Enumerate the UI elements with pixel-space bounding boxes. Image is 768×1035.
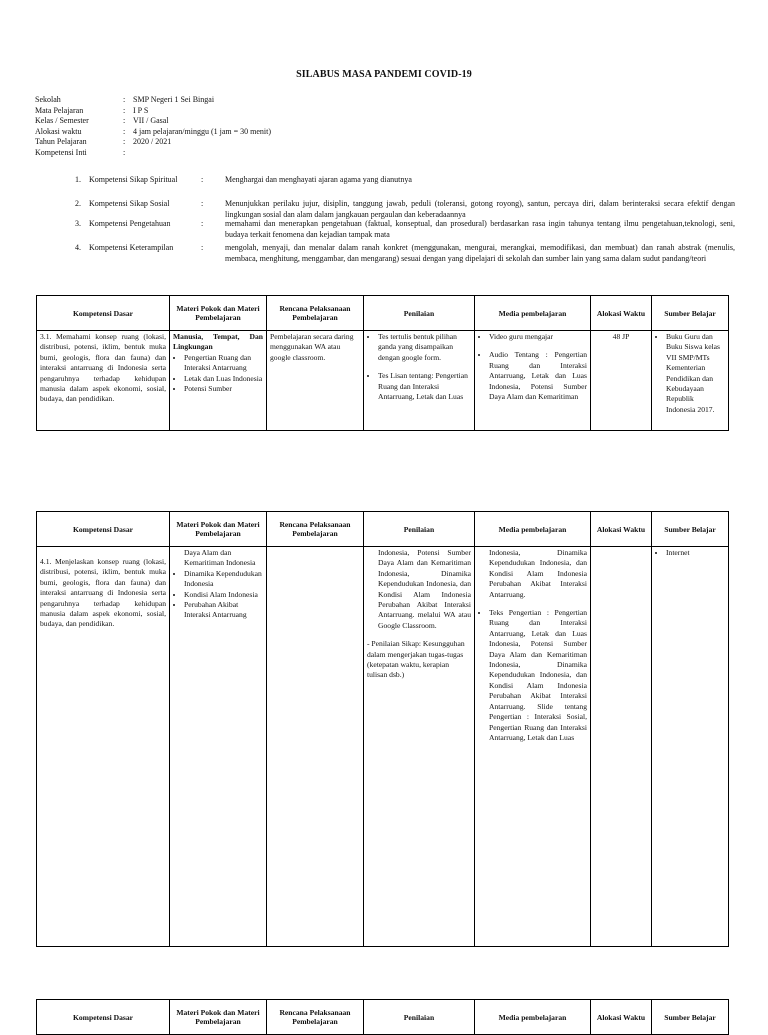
info-value: VII / Gasal xyxy=(133,116,169,126)
list-item: • Pengertian Ruang dan Interaksi Antarruang xyxy=(184,353,263,374)
penilaian-cell xyxy=(364,547,475,947)
header-materi: Materi Pokok dan Materi Pembelajaran xyxy=(170,1000,267,1035)
sumber-cell xyxy=(652,331,729,431)
ki-colon: : xyxy=(201,243,204,252)
alokasi-cell xyxy=(591,547,652,947)
ki-colon: : xyxy=(201,175,204,184)
table-row xyxy=(37,547,729,947)
ki-item xyxy=(75,243,735,265)
media-cell xyxy=(475,547,591,947)
header-sumber: Sumber Belajar xyxy=(652,296,729,331)
ki-number: 4. xyxy=(75,243,81,252)
materi-cell xyxy=(170,331,267,431)
header-sumber: Sumber Belajar xyxy=(652,1000,729,1035)
rencana-cell xyxy=(267,547,364,947)
ki-item xyxy=(75,219,735,243)
info-value: 2020 / 2021 xyxy=(133,137,172,147)
syllabus-table-3 xyxy=(36,999,729,1035)
info-colon: : xyxy=(123,137,126,147)
info-row xyxy=(35,137,271,148)
info-row xyxy=(35,148,271,159)
rencana-cell: Pembelajaran secara daring menggunakan WA atau google classroom. xyxy=(267,331,364,431)
ki-name: Kompetensi Sikap Spiritual xyxy=(89,175,178,184)
info-label: Sekolah xyxy=(35,95,61,104)
ki-description: Menghargai dan menghayati ajaran agama yang dianutnya xyxy=(225,175,412,184)
info-colon: : xyxy=(123,105,126,115)
school-info xyxy=(35,95,271,159)
info-colon: : xyxy=(123,126,126,136)
ki-item xyxy=(75,199,735,219)
header-rencana: Rencana Pelaksanaan Pembelajaran xyxy=(267,296,364,331)
sumber-list xyxy=(655,332,725,415)
header-penilaian: Penilaian xyxy=(364,296,475,331)
penilaian-sikap: - Penilaian Sikap: Kesungguhan dalam mengerjakan tugas-tugas (ketepatan waktu, kerapian tulisan dsb.) xyxy=(367,639,465,680)
info-value: SMP Negeri 1 Sei Bingai xyxy=(133,95,215,104)
materi-continued: Daya Alam dan Kemaritiman Indonesia xyxy=(184,548,256,568)
header-penilaian: Penilaian xyxy=(364,512,475,547)
sumber-cell xyxy=(652,547,729,947)
media-cell xyxy=(475,331,591,431)
info-row xyxy=(35,95,271,106)
info-row xyxy=(35,106,271,117)
sumber-list xyxy=(655,548,725,558)
kd-text: 4.1. Menjelaskan konsep ruang (lokasi, distribusi, potensi, iklim, bentuk muka bumi, geologis, flora dan fauna) dan interaksi antarruang di Indonesia serta pengaruhnya terhadap kehidupan manusia dalam aspek ekonomi, sosial, budaya, dan pendidikan. xyxy=(40,557,166,629)
list-item: • Buku Guru dan Buku Siswa kelas VII SMP/MTs Kementerian Pendidikan dan Kebudayaan Republik Indonesia 2017. xyxy=(666,332,725,415)
list-item: • Teks Pengertian : Pengertian Ruang dan Interaksi Antarruang, Letak dan Luas Indonesia, Potensi Sumber Daya Alam dan Kemaritiman Indonesia, Dinamika Kependudukan Indonesia, dan Kondisi Alam Indonesia Perubahan Akibat Interaksi Antarruang. Slide tentang Pengertian : Interaksi Sosial, Pengertian Ruang dan Interaksi Antarruang, Letak dan Luas xyxy=(489,608,587,743)
kd-cell: 3.1. Memahami konsep ruang (lokasi, distribusi, potensi, iklim, bentuk muka bumi, geologis, flora dan fauna) dan interaksi antarruang di Indonesia serta pengaruhnya terhadap kehidupan manusia dalam aspek ekonomi, sosial, budaya, dan pendidikan. xyxy=(37,331,170,431)
header-media: Media pembelajaran xyxy=(475,1000,591,1035)
kd-cell xyxy=(37,547,170,947)
info-label: Kompetensi Inti xyxy=(35,147,87,157)
header-rencana: Rencana Pelaksanaan Pembelajaran xyxy=(267,1000,364,1035)
list-item: • Perubahan Akibat Interaksi Antarruang xyxy=(184,600,263,621)
ki-description: mengolah, menyaji, dan menalar dalam ranah konkret (menggunakan, mengurai, merangkai, memodifikasi, dan membuat) dan ranah abstrak (menulis, membaca, menghitung, menggambar, dan mengarang) sesuai dengan yang dipelajari di sekolah dan sumber lain yang sama dalam sudut pandang/teori xyxy=(225,243,735,263)
materi-list xyxy=(173,353,263,395)
ki-colon: : xyxy=(201,219,204,228)
header-media: Media pembelajaran xyxy=(475,296,591,331)
list-item: • Audio Tentang : Pengertian Ruang dan Interaksi Antarruang, Letak dan Luas Indonesia, Potensi Sumber Daya Alam dan Kemaritiman xyxy=(489,350,587,402)
info-label: Kelas / Semester xyxy=(35,116,89,126)
document-title: SILABUS MASA PANDEMI COVID-19 xyxy=(296,69,472,80)
header-rencana: Rencana Pelaksanaan Pembelajaran xyxy=(267,512,364,547)
syllabus-table-2 xyxy=(36,511,729,947)
ki-colon: : xyxy=(201,199,204,208)
penilaian-list xyxy=(367,332,471,402)
materi-cell xyxy=(170,547,267,947)
list-item: • Internet xyxy=(666,548,725,558)
media-continued: Indonesia, Dinamika Kependudukan Indonesia, dan Kondisi Alam Indonesia Perubahan Akibat Interaksi Antarruang. xyxy=(489,548,587,599)
ki-name: Kompetensi Sikap Sosial xyxy=(89,199,170,208)
header-materi: Materi Pokok dan Materi Pembelajaran xyxy=(170,296,267,331)
ki-number: 2. xyxy=(75,199,81,208)
kompetensi-inti-list xyxy=(75,175,735,265)
list-item: • Letak dan Luas Indonesia xyxy=(184,374,263,384)
header-kd: Kompetensi Dasar xyxy=(37,512,170,547)
syllabus-table-1 xyxy=(36,295,729,431)
info-row xyxy=(35,116,271,127)
info-colon: : xyxy=(123,95,126,104)
ki-description: memahami dan menerapkan pengetahuan (faktual, konseptual, dan prosedural) berdasarkan rasa ingin tahunya tentang ilmu pengetahuan,teknologi, seni, budaya terkait fenomena dan kejadian tampak mata xyxy=(225,219,735,239)
materi-list xyxy=(173,569,263,621)
table-header-row xyxy=(37,296,729,331)
header-media: Media pembelajaran xyxy=(475,512,591,547)
list-item: • Tes tertulis bentuk pilihan ganda yang disampaikan dengan google form. xyxy=(378,332,471,363)
media-list xyxy=(478,332,587,402)
header-kd: Kompetensi Dasar xyxy=(37,296,170,331)
header-penilaian: Penilaian xyxy=(364,1000,475,1035)
header-kd: Kompetensi Dasar xyxy=(37,1000,170,1035)
penilaian-cell xyxy=(364,331,475,431)
spacer xyxy=(40,548,166,557)
info-label: Mata Pelajaran xyxy=(35,105,84,115)
header-sumber: Sumber Belajar xyxy=(652,512,729,547)
ki-name: Kompetensi Pengetahuan xyxy=(89,219,171,228)
media-list xyxy=(478,608,587,743)
header-alokasi: Alokasi Waktu xyxy=(591,1000,652,1035)
header-alokasi: Alokasi Waktu xyxy=(591,512,652,547)
info-colon: : xyxy=(123,116,126,126)
ki-name: Kompetensi Keterampilan xyxy=(89,243,174,252)
ki-number: 3. xyxy=(75,219,81,228)
list-item: • Tes Lisan tentang: Pengertian Ruang dan Interaksi Antarruang, Letak dan Luas xyxy=(378,371,471,402)
table-header-row xyxy=(37,1000,729,1035)
info-row xyxy=(35,127,271,138)
list-item: • Potensi Sumber xyxy=(184,384,263,394)
materi-title: Manusia, Tempat, Dan Lingkungan xyxy=(173,332,263,352)
list-item: • Dinamika Kependudukan Indonesia xyxy=(184,569,263,590)
alokasi-cell: 48 JP xyxy=(591,331,652,431)
ki-description: Menunjukkan perilaku jujur, disiplin, tanggung jawab, peduli (toleransi, gotong royong), santun, percaya diri, dalam berinteraksi secara efektif dengan lingkungan sosial dan alam dalam jangkauan pergaulan dan keberadaannya xyxy=(225,199,735,219)
spacer xyxy=(367,631,471,639)
info-value: I P S xyxy=(133,105,149,115)
list-item: • Video guru mengajar xyxy=(489,332,587,342)
info-label: Tahun Pelajaran xyxy=(35,137,87,147)
list-item: • Kondisi Alam Indonesia xyxy=(184,590,263,600)
header-materi: Materi Pokok dan Materi Pembelajaran xyxy=(170,512,267,547)
ki-number: 1. xyxy=(75,175,81,184)
table-header-row xyxy=(37,512,729,547)
info-colon: : xyxy=(123,147,126,157)
info-label: Alokasi waktu xyxy=(35,126,82,136)
penilaian-continued: Indonesia, Potensi Sumber Daya Alam dan Kemaritiman Indonesia, Dinamika Kependudukan Indonesia, dan Kondisi Alam Indonesia Perubahan Akibat Interaksi Antarruang. melalui WA atau Google Classroom. xyxy=(378,548,471,630)
table-row xyxy=(37,331,729,431)
ki-item xyxy=(75,175,735,199)
info-value: 4 jam pelajaran/minggu (1 jam = 30 menit) xyxy=(133,126,272,136)
header-alokasi: Alokasi Waktu xyxy=(591,296,652,331)
